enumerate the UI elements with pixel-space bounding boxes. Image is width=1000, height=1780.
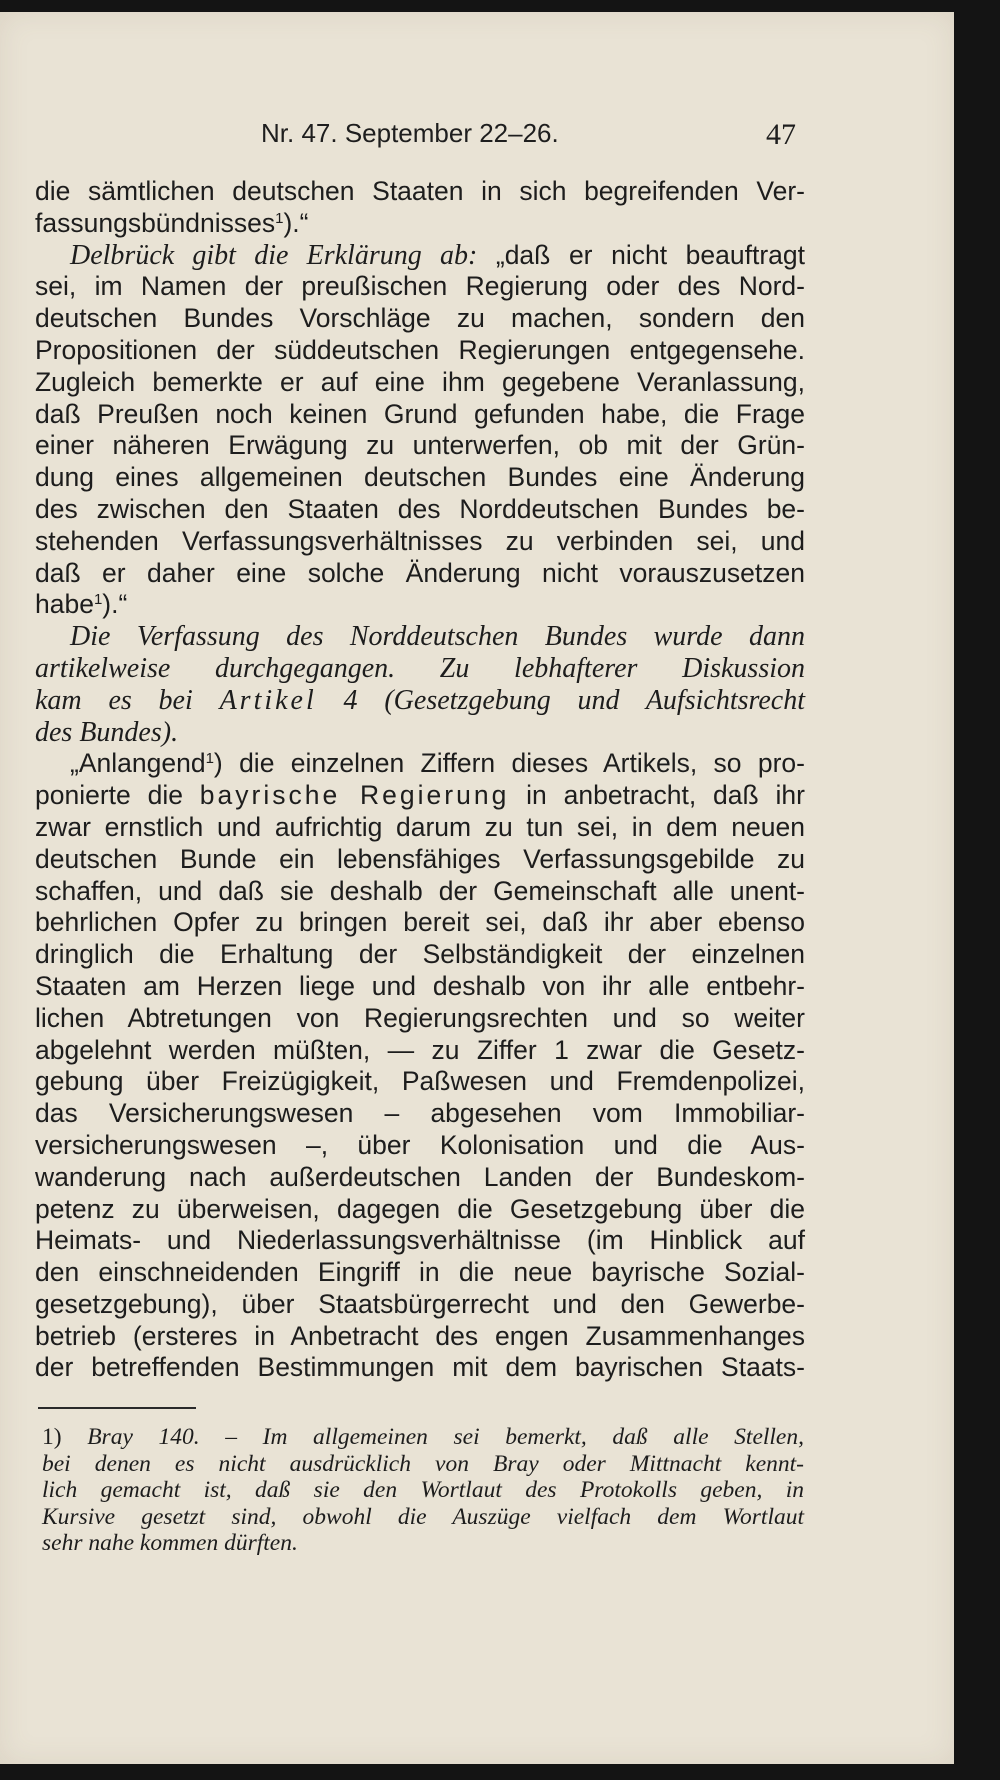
text-line: versicherungswesen –, über Kolonisation und die Aus- (35, 1129, 805, 1160)
page-number: 47 (766, 118, 796, 151)
text-line: Staaten am Herzen liege und deshalb von ihr alle entbehr- (35, 970, 805, 1001)
book-page (0, 12, 954, 1764)
text-line: „Anlangend$^1$) die einzelnen Ziffern dieses Artikels, so pro- (70, 748, 805, 779)
text-line: stehenden Verfassungsverhältnisses zu verbinden sei, und (35, 525, 805, 556)
text-line: daß Preußen noch keinen Grund gefunden habe, die Frage (35, 398, 805, 429)
text-line: kam es bei Artikel 4 (Gesetzgebung und Aufsichtsrecht (35, 684, 805, 716)
text-line: schaffen, und daß sie deshalb der Gemeinschaft alle unent- (35, 875, 805, 906)
text-line: betrieb (ersteres in Anbetracht des engen Zusammenhanges (35, 1320, 805, 1351)
text-line: den einschneidenden Eingriff in die neue bayrische Sozial- (35, 1257, 805, 1288)
text-line: deutschen Bunde ein lebensfähiges Verfassungsgebilde zu (35, 843, 805, 874)
text-line: wanderung nach außerdeutschen Landen der Bundeskom- (35, 1161, 805, 1192)
text-line: petenz zu überweisen, dagegen die Gesetzgebung über die (35, 1193, 805, 1224)
spaced-emphasis: Artikel (219, 684, 317, 716)
footnote-marker: 1 (275, 209, 284, 227)
italic-lead: Delbrück gibt die Erklärung ab: (70, 239, 478, 271)
text-line: des Bundes). (35, 716, 179, 748)
text-line: Die Verfassung des Norddeutschen Bundes wurde dann (70, 621, 805, 653)
text-line: dringlich die Erhaltung der Selbständigkeit der einzelnen (35, 939, 805, 970)
text-line: fassungsbündnisses$^1$).“ (35, 207, 309, 238)
body-text (35, 176, 805, 1384)
text-line: behrlichen Opfer zu bringen bereit sei, daß ihr aber ebenso (35, 907, 805, 938)
text-line: zwar ernstlich und aufrichtig darum zu tun sei, in dem neuen (35, 811, 805, 842)
footnote (42, 1424, 804, 1557)
text-line: Zugleich bemerkte er auf eine ihm gegebene Veranlassung, (35, 366, 805, 397)
running-head: Nr. 47. September 22–26. (261, 118, 559, 148)
text-line: der betreffenden Bestimmungen mit dem bayrischen Staats- (35, 1352, 805, 1383)
text-line: das Versicherungswesen – abgesehen vom Immobiliar- (35, 1098, 805, 1129)
text-line: artikelweise durchgegangen. Zu lebhafterer Diskussion (35, 652, 805, 684)
text-line: Propositionen der süddeutschen Regierungen entgegensehe. (35, 334, 805, 365)
text-line: lichen Abtretungen von Regierungsrechten und so weiter (35, 1002, 805, 1033)
text-line: dung eines allgemeinen deutschen Bundes eine Änderung (35, 462, 805, 493)
text-line: daß er daher eine solche Änderung nicht vorauszusetzen (35, 557, 805, 588)
text-line: deutschen Bundes Vorschläge zu machen, sondern den (35, 303, 805, 334)
text-line: sei, im Namen der preußischen Regierung oder des Nord- (35, 271, 805, 302)
text-line: ponierte die bayrische Regierung in anbetracht, daß ihr (35, 780, 805, 811)
text-line: gebung über Freizügigkeit, Paßwesen und Fremdenpolizei, (35, 1066, 805, 1097)
footnote-marker: 1 (93, 591, 103, 609)
text-line: habe$^1$).“ (35, 589, 128, 620)
footnote-line: Kursive gesetzt sind, obwohl die Auszüge vielfach dem Wortlaut (42, 1503, 804, 1530)
footnote-line: lich gemacht ist, daß sie den Wortlaut des Protokolls geben, in (42, 1477, 804, 1503)
footnote-line: bei denen es nicht ausdrücklich von Bray oder Mittnacht kennt- (42, 1450, 804, 1477)
footnote-number: 1) (42, 1424, 62, 1450)
text-line: gesetzgebung), über Staatsbürgerrecht und den Gewerbe- (35, 1288, 805, 1319)
footnote-line: sehr nahe kommen dürften. (42, 1530, 298, 1556)
text-line: einer näheren Erwägung zu unterwerfen, ob mit der Grün- (35, 430, 805, 461)
text-line: abgelehnt werden müßten, — zu Ziffer 1 zwar die Gesetz- (35, 1034, 805, 1065)
footnote-marker: 1 (205, 750, 214, 768)
text-line: Delbrück gibt die Erklärung ab: „daß er nicht beauftragt (70, 239, 805, 271)
footnote-line: 1) Bray 140. – Im allgemeinen sei bemerkt, daß alle Stellen, (42, 1424, 804, 1450)
footnote-divider (38, 1407, 196, 1409)
text-line: die sämtlichen deutschen Staaten in sich begreifenden Ver- (35, 176, 805, 206)
page-header (0, 108, 954, 158)
spaced-emphasis: bayrische Regierung (199, 780, 510, 811)
text-line: Heimats- und Niederlassungsverhältnisse (im Hinblick auf (35, 1225, 805, 1256)
text-line: des zwischen den Staaten des Norddeutschen Bundes be- (35, 493, 805, 524)
